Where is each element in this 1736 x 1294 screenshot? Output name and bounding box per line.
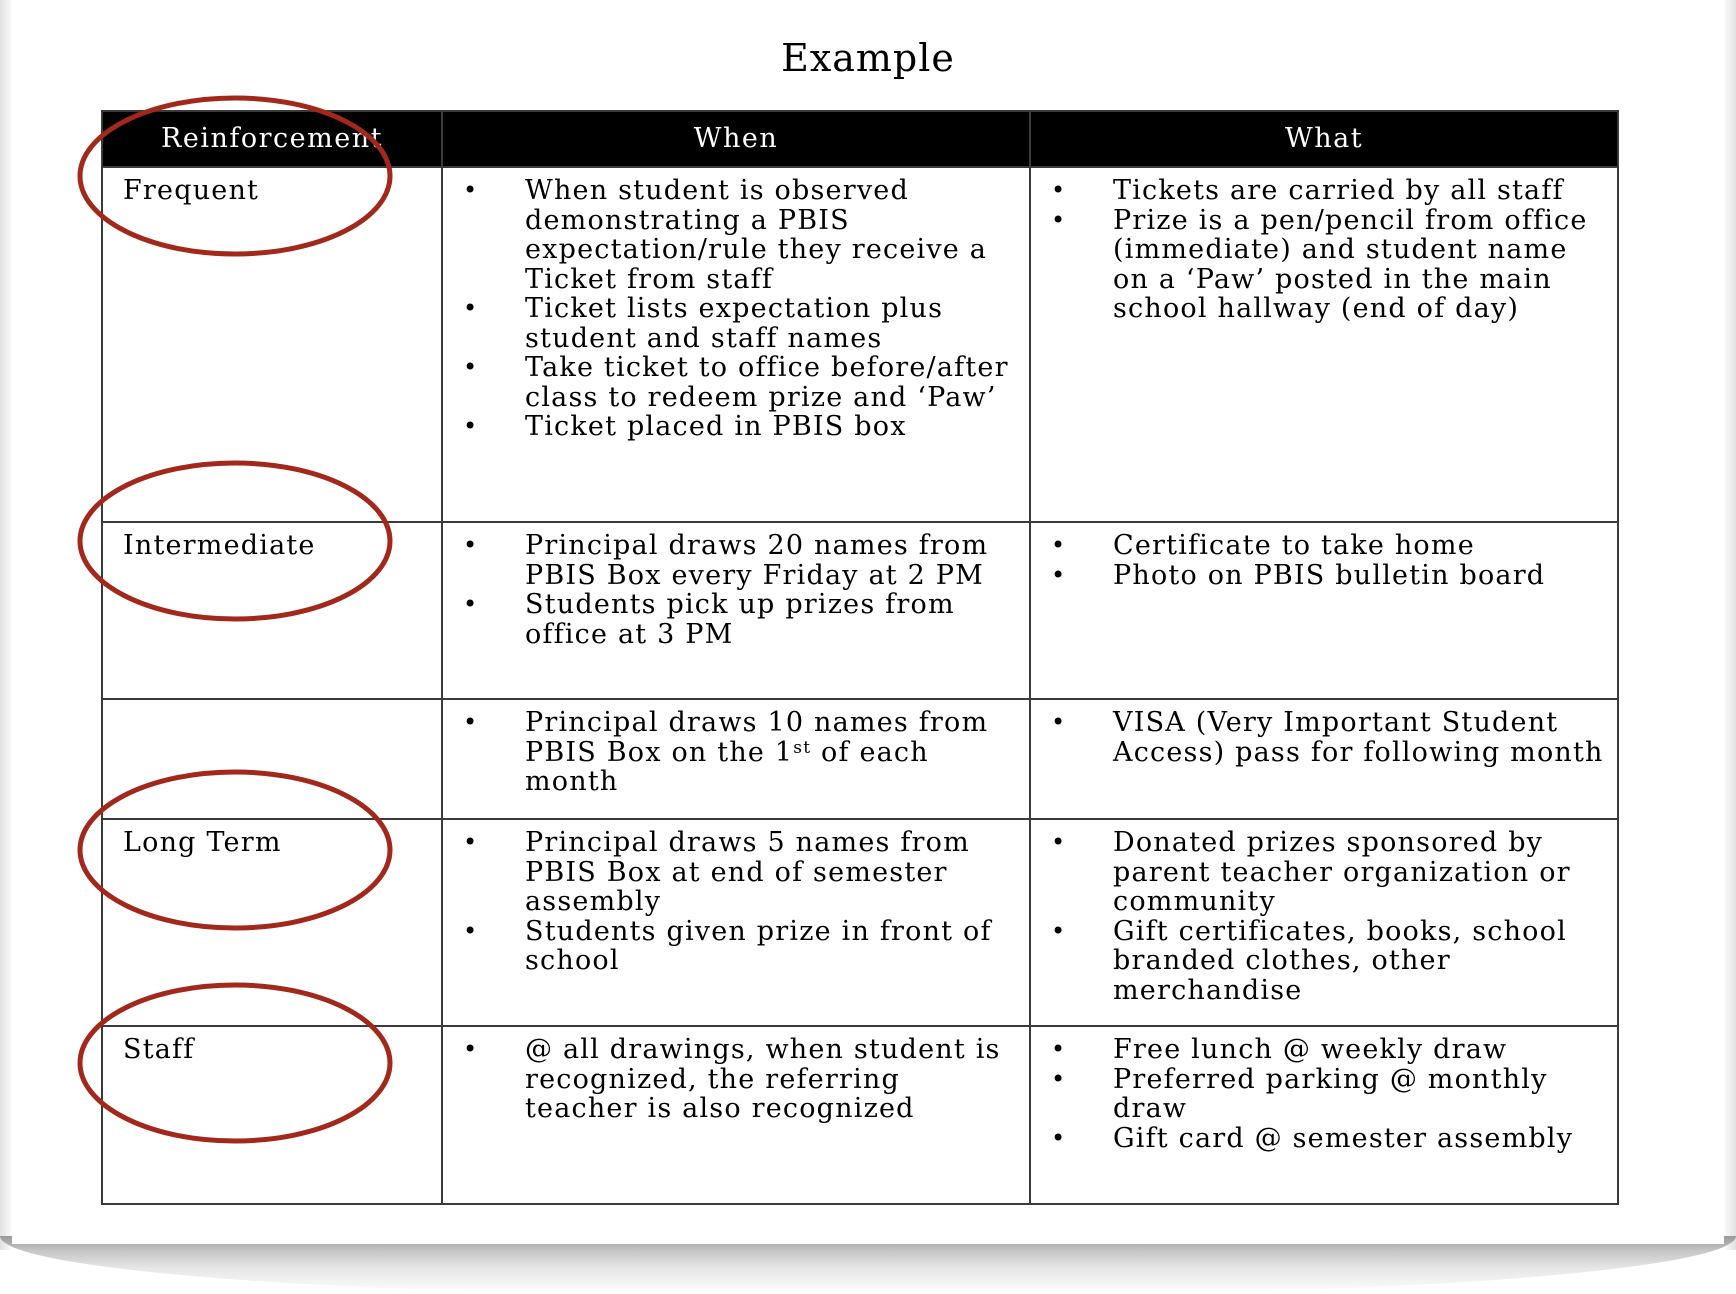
list-item: • Gift certificates, books, school branded clothes, other merchandise xyxy=(1031,917,1607,1006)
list-item: • Free lunch @ weekly draw xyxy=(1031,1035,1607,1065)
header-when: When xyxy=(442,111,1030,167)
row-label-long-term: Long Term xyxy=(102,819,442,1026)
when-cell-intermediate-monthly xyxy=(442,699,1030,819)
when-cell-staff xyxy=(442,1026,1030,1204)
header-row xyxy=(102,111,1618,167)
table-row-intermediate-monthly xyxy=(102,699,1618,819)
page-shadow-bottom xyxy=(0,1236,1736,1294)
table-row-staff xyxy=(102,1026,1618,1204)
what-cell-intermediate xyxy=(1030,522,1618,699)
list-item: • Principal draws 10 names from PBIS Box on the 1st of each month xyxy=(443,708,1019,797)
row-label-intermediate-monthly xyxy=(102,699,442,819)
list-item: • VISA (Very Important Student Access) pass for following month xyxy=(1031,708,1607,767)
table-row-long-term xyxy=(102,819,1618,1026)
list-item: • Ticket placed in PBIS box xyxy=(443,412,1019,442)
row-label-frequent: Frequent xyxy=(102,167,442,522)
table-row-intermediate xyxy=(102,522,1618,699)
what-cell-long-term xyxy=(1030,819,1618,1026)
list-item: • When student is observed demonstrating a PBIS expectation/rule they receive a Ticket from staff xyxy=(443,176,1019,294)
list-item: • Ticket lists expectation plus student and staff names xyxy=(443,294,1019,353)
when-cell-frequent xyxy=(442,167,1030,522)
list-item: • Preferred parking @ monthly draw xyxy=(1031,1065,1607,1124)
row-label-staff: Staff xyxy=(102,1026,442,1204)
list-item: • Students given prize in front of school xyxy=(443,917,1019,976)
list-item: • Donated prizes sponsored by parent teacher organization or community xyxy=(1031,828,1607,917)
list-item: • Certificate to take home xyxy=(1031,531,1607,561)
row-label-intermediate: Intermediate xyxy=(102,522,442,699)
table-row-frequent xyxy=(102,167,1618,522)
when-cell-long-term xyxy=(442,819,1030,1026)
page-shadow-right xyxy=(1722,0,1736,1250)
what-cell-staff xyxy=(1030,1026,1618,1204)
list-item: • Prize is a pen/pencil from office (immediate) and student name on a ‘Paw’ posted in the main school hallway (end of day) xyxy=(1031,206,1607,324)
header-reinforcement: Reinforcement xyxy=(102,111,442,167)
list-item: • Photo on PBIS bulletin board xyxy=(1031,561,1607,591)
header-what: What xyxy=(1030,111,1618,167)
list-item: • Tickets are carried by all staff xyxy=(1031,176,1607,206)
list-item: • Take ticket to office before/after class to redeem prize and ‘Paw’ xyxy=(443,353,1019,412)
when-cell-intermediate xyxy=(442,522,1030,699)
list-item: • Gift card @ semester assembly xyxy=(1031,1124,1607,1154)
page-title: Example xyxy=(781,36,955,80)
list-item: • Students pick up prizes from office at 3 PM xyxy=(443,590,1019,649)
reinforcement-table xyxy=(101,110,1619,1205)
list-item: • @ all drawings, when student is recognized, the referring teacher is also recognized xyxy=(443,1035,1019,1124)
what-cell-frequent xyxy=(1030,167,1618,522)
list-item: • Principal draws 5 names from PBIS Box at end of semester assembly xyxy=(443,828,1019,917)
what-cell-intermediate-monthly xyxy=(1030,699,1618,819)
list-item: • Principal draws 20 names from PBIS Box every Friday at 2 PM xyxy=(443,531,1019,590)
